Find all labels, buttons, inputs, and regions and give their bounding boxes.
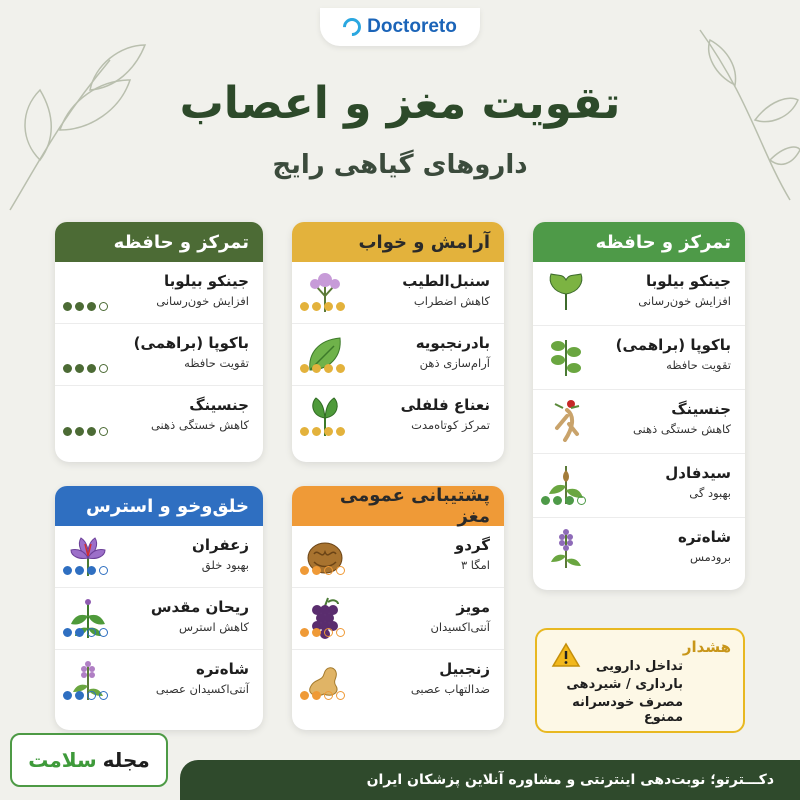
rating-dot-filled bbox=[312, 566, 321, 575]
rating-dots bbox=[63, 691, 108, 700]
rating-dot-empty bbox=[324, 566, 333, 575]
item-desc: تقویت حافظه bbox=[666, 358, 731, 372]
list-item bbox=[292, 650, 504, 712]
card-header bbox=[292, 222, 504, 262]
rating-dot-empty bbox=[99, 302, 108, 311]
list-item bbox=[55, 324, 263, 386]
rating-dot-filled bbox=[63, 427, 72, 436]
item-name: گردو bbox=[454, 536, 490, 554]
card-header-label: خلق‌وخو و استرس bbox=[86, 495, 249, 517]
item-desc: کاهش خستگی ذهنی bbox=[632, 422, 731, 436]
warning-line: مصرف خودسرانه ممنوع bbox=[572, 695, 683, 725]
fumitory-flower-icon bbox=[545, 526, 587, 570]
ginkgo-leaf-icon bbox=[545, 270, 587, 314]
item-desc: افزایش خون‌رسانی bbox=[638, 294, 731, 308]
item-name: بادرنجبویه bbox=[415, 334, 490, 352]
list-item bbox=[292, 262, 504, 324]
rating-dot-filled bbox=[300, 566, 309, 575]
list-item bbox=[533, 454, 745, 518]
brand-logo-text: Doctoreto bbox=[367, 16, 457, 37]
page-subtitle: داروهای گیاهی رایج bbox=[272, 150, 528, 180]
rating-dots bbox=[300, 364, 345, 373]
item-name: مویز bbox=[456, 598, 490, 616]
rating-dot-filled bbox=[63, 302, 72, 311]
rating-dot-filled bbox=[553, 496, 562, 505]
card-mood-stress bbox=[55, 486, 263, 730]
rating-dot-filled bbox=[336, 302, 345, 311]
rating-dot-empty bbox=[336, 628, 345, 637]
card-header-label: تمرکز و حافظه bbox=[595, 231, 731, 253]
rating-dot-empty bbox=[87, 691, 96, 700]
list-item bbox=[292, 386, 504, 448]
item-desc: تقویت حافظه bbox=[184, 356, 249, 370]
rating-dot-filled bbox=[75, 691, 84, 700]
item-name: جنسینگ bbox=[671, 400, 731, 418]
item-name: شاه‌تره bbox=[677, 528, 731, 546]
warning-triangle-icon bbox=[551, 642, 581, 668]
rating-dot-filled bbox=[75, 364, 84, 373]
rating-dot-empty bbox=[99, 364, 108, 373]
rating-dots bbox=[63, 364, 108, 373]
list-item bbox=[533, 326, 745, 390]
card-header-label: آرامش و خواب bbox=[358, 231, 490, 253]
list-item bbox=[55, 386, 263, 448]
rating-dot-filled bbox=[565, 496, 574, 505]
item-desc: آنتی‌اکسیدان عصبی bbox=[155, 682, 249, 696]
item-name: جینکو بیلوبا bbox=[646, 272, 731, 290]
brand-logo[interactable] bbox=[320, 8, 480, 46]
rating-dot-filled bbox=[300, 427, 309, 436]
item-desc: ضدالتهاب عصبی bbox=[410, 682, 490, 696]
item-desc: افزایش خون‌رسانی bbox=[156, 294, 249, 308]
rating-dot-filled bbox=[312, 628, 321, 637]
magazine-badge[interactable] bbox=[10, 733, 168, 787]
rating-dot-filled bbox=[87, 427, 96, 436]
item-desc: تمرکز کوتاه‌مدت bbox=[411, 418, 490, 432]
rating-dot-filled bbox=[324, 364, 333, 373]
rating-dot-filled bbox=[75, 628, 84, 637]
list-item bbox=[533, 390, 745, 454]
doctoreto-logo-icon bbox=[339, 14, 364, 39]
rating-dots bbox=[63, 566, 108, 575]
rating-dot-filled bbox=[63, 628, 72, 637]
rating-dot-filled bbox=[336, 427, 345, 436]
bacopa-plant-icon bbox=[545, 334, 587, 378]
card-calm-sleep bbox=[292, 222, 504, 462]
list-item bbox=[292, 324, 504, 386]
rating-dot-filled bbox=[541, 496, 550, 505]
list-item bbox=[55, 650, 263, 712]
card-header bbox=[292, 486, 504, 526]
rating-dots bbox=[300, 427, 345, 436]
item-name: زعفران bbox=[192, 536, 249, 554]
rating-dots bbox=[63, 427, 108, 436]
rating-dot-filled bbox=[312, 691, 321, 700]
rating-dot-filled bbox=[324, 302, 333, 311]
rating-dot-filled bbox=[300, 302, 309, 311]
rating-dot-filled bbox=[336, 364, 345, 373]
warning-line: بارداری / شیردهی bbox=[566, 677, 683, 692]
rating-dots bbox=[63, 628, 108, 637]
item-name: نعناع فلفلی bbox=[400, 396, 490, 414]
rating-dot-filled bbox=[63, 364, 72, 373]
item-name: ریحان مقدس bbox=[150, 598, 249, 616]
magazine-label-highlight: سلامت bbox=[28, 748, 97, 772]
list-item bbox=[533, 262, 745, 326]
item-name: سیدفادل bbox=[665, 464, 731, 482]
footer-banner bbox=[180, 760, 800, 800]
list-item bbox=[292, 588, 504, 650]
rating-dot-filled bbox=[300, 691, 309, 700]
card-general-brain-support bbox=[292, 486, 504, 730]
rating-dot-filled bbox=[75, 427, 84, 436]
item-desc: امگا ۳ bbox=[460, 558, 490, 572]
rating-dots bbox=[63, 302, 108, 311]
warning-box bbox=[535, 628, 745, 733]
rating-dot-empty bbox=[99, 427, 108, 436]
rating-dot-filled bbox=[63, 566, 72, 575]
card-focus-memory-left bbox=[55, 222, 263, 462]
rating-dot-empty bbox=[87, 628, 96, 637]
item-desc: کاهش استرس bbox=[178, 620, 249, 634]
item-name: شاه‌تره bbox=[195, 660, 249, 678]
rating-dot-filled bbox=[75, 302, 84, 311]
rating-dot-filled bbox=[75, 566, 84, 575]
warning-title: هشدار bbox=[682, 638, 731, 656]
list-item bbox=[533, 518, 745, 582]
rating-dot-empty bbox=[99, 691, 108, 700]
rating-dot-filled bbox=[87, 302, 96, 311]
item-desc: کاهش خستگی ذهنی bbox=[150, 418, 249, 432]
item-desc: کاهش اضطراب bbox=[413, 294, 490, 308]
rating-dots bbox=[300, 691, 345, 700]
list-item bbox=[55, 588, 263, 650]
rating-dot-filled bbox=[87, 364, 96, 373]
list-item bbox=[55, 526, 263, 588]
item-desc: بهبود گی bbox=[689, 486, 731, 500]
rating-dots bbox=[541, 496, 586, 505]
card-header bbox=[55, 222, 263, 262]
item-desc: برودمس bbox=[689, 550, 731, 564]
rating-dot-empty bbox=[336, 691, 345, 700]
rating-dots bbox=[300, 302, 345, 311]
rating-dot-filled bbox=[312, 302, 321, 311]
card-header-label: پشتیبانی عمومی مغز bbox=[339, 485, 490, 527]
ginseng-root-icon bbox=[545, 398, 587, 442]
rating-dot-filled bbox=[312, 427, 321, 436]
rating-dot-empty bbox=[577, 496, 586, 505]
rating-dot-empty bbox=[99, 566, 108, 575]
warning-line: تداخل دارویی bbox=[595, 659, 683, 674]
list-item bbox=[292, 526, 504, 588]
card-header bbox=[55, 486, 263, 526]
card-focus-memory-right bbox=[533, 222, 745, 590]
rating-dot-filled bbox=[324, 427, 333, 436]
item-name: باکوپا (براهمی) bbox=[133, 334, 249, 352]
rating-dot-filled bbox=[300, 628, 309, 637]
item-name: زنجبیل bbox=[439, 660, 490, 678]
list-item bbox=[55, 262, 263, 324]
item-name: سنبل‌الطیب bbox=[402, 272, 490, 290]
rating-dot-empty bbox=[324, 691, 333, 700]
item-desc: آرام‌سازی ذهن bbox=[419, 356, 490, 370]
rating-dots bbox=[300, 566, 345, 575]
rating-dots bbox=[300, 628, 345, 637]
item-name: جنسینگ bbox=[189, 396, 249, 414]
item-name: باکوپا (براهمی) bbox=[615, 336, 731, 354]
rating-dot-filled bbox=[87, 566, 96, 575]
rating-dot-empty bbox=[99, 628, 108, 637]
card-header bbox=[533, 222, 745, 262]
rating-dot-filled bbox=[63, 691, 72, 700]
item-name: جینکو بیلوبا bbox=[164, 272, 249, 290]
rating-dot-empty bbox=[324, 628, 333, 637]
item-desc: آنتی‌اکسیدان bbox=[430, 620, 490, 634]
rating-dot-filled bbox=[312, 364, 321, 373]
magazine-label: مجله bbox=[102, 748, 150, 772]
page-title: تقویت مغز و اعصاب bbox=[179, 78, 621, 129]
rating-dot-empty bbox=[336, 566, 345, 575]
rating-dot-filled bbox=[300, 364, 309, 373]
item-desc: بهبود خلق bbox=[201, 558, 249, 572]
card-header-label: تمرکز و حافظه bbox=[113, 231, 249, 253]
footer-text: دکـــترتو؛ نوبت‌دهی اینترنتی و مشاوره آنلاین پزشکان ایران bbox=[366, 772, 774, 788]
